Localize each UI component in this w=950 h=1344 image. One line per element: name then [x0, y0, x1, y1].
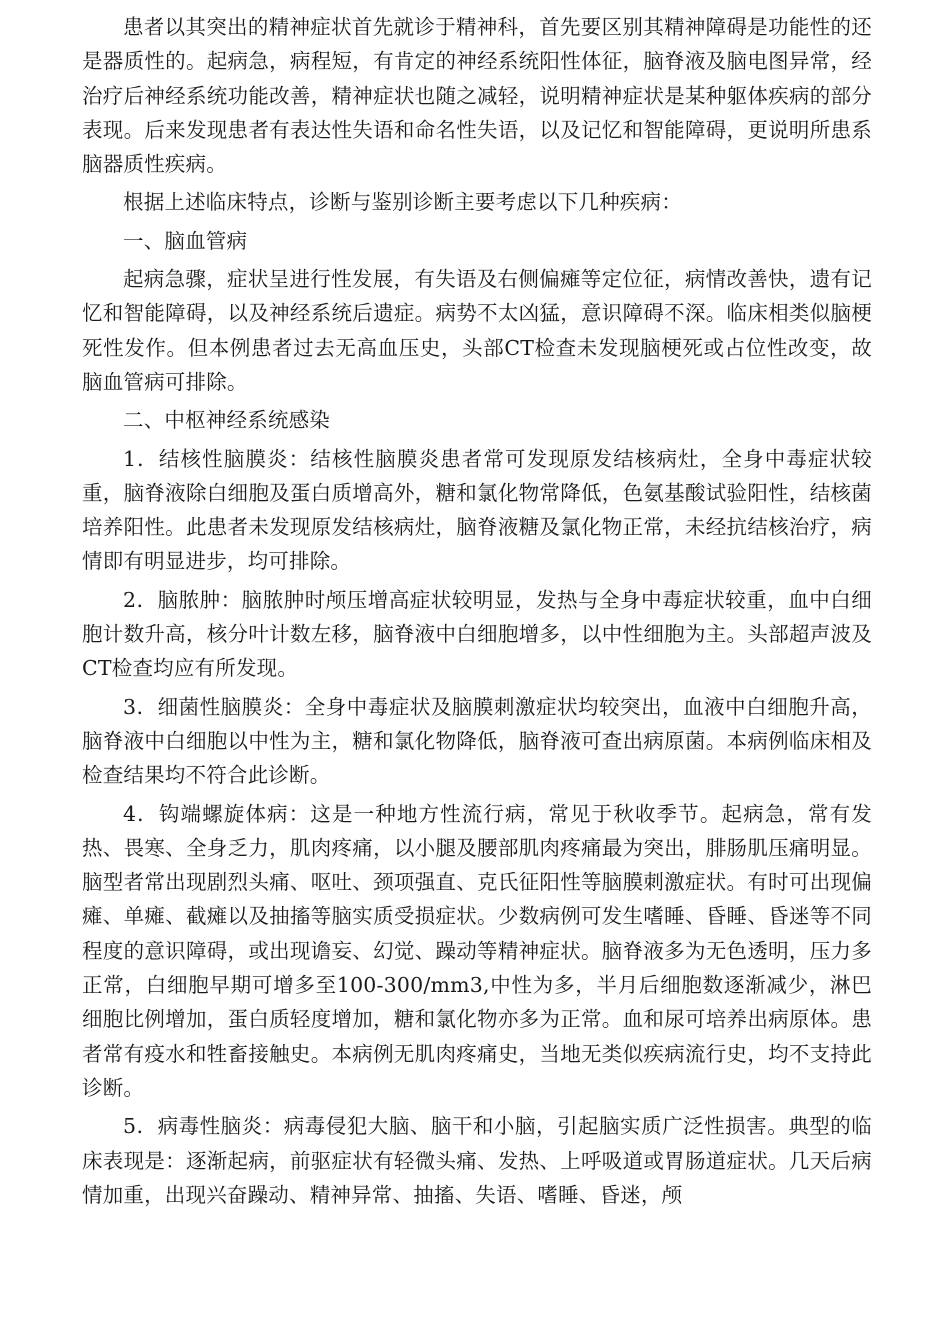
paragraph-bacterial-meningitis: 3．细菌性脑膜炎：全身中毒症状及脑膜刺激症状均较突出，血液中白细胞升高，脑脊液中白细胞以中性为主，糖和氯化物降低，脑脊液可查出病原菌。本病例临床相及检查结果均不符合此诊断。: [82, 694, 872, 788]
document-page: [82, 10, 872, 1216]
paragraph-tuberculous-meningitis: 1．结核性脑膜炎：结核性脑膜炎患者常可发现原发结核病灶，全身中毒症状较重，脑脊液除白细胞及蛋白质增高外，糖和氯化物常降低，色氨基酸试验阳性，结核菌培养阳性。此患者未发现原发结核病灶，脑脊液糖及氯化物正常，未经抗结核治疗，病情即有明显进步，均可排除。: [82, 446, 872, 574]
section-heading-cerebrovascular: 一、脑血管病: [123, 228, 248, 253]
paragraph-brain-abscess: 2．脑脓肿：脑脓肿时颅压增高症状较明显，发热与全身中毒症状较重，血中白细胞计数升高，核分叶计数左移，脑脊液中白细胞增多，以中性细胞为主。头部超声波及CT检查均应有所发现。: [82, 587, 872, 681]
paragraph-intro: 患者以其突出的精神症状首先就诊于精神科，首先要区别其精神障碍是功能性的还是器质性的。起病急，病程短，有肯定的神经系统阳性体征，脑脊液及脑电图异常，经治疗后神经系统功能改善，精神症状也随之减轻，说明精神症状是某种躯体疾病的部分表现。后来发现患者有表达性失语和命名性失语，以及记忆和智能障碍，更说明所患系脑器质性疾病。: [82, 15, 872, 177]
paragraph-viral-encephalitis: 5．病毒性脑炎：病毒侵犯大脑、脑干和小脑，引起脑实质广泛性损害。典型的临床表现是：逐渐起病，前驱症状有轻微头痛、发热、上呼吸道或胃肠道症状。几天后病情加重，出现兴奋躁动、精神异常、抽搐、失语、嗜睡、昏迷，颅: [82, 1114, 872, 1207]
section-heading-cns-infection: 二、中枢神经系统感染: [123, 408, 330, 433]
paragraph-diagnosis-lead: 根据上述临床特点，诊断与鉴别诊断主要考虑以下几种疾病：: [123, 190, 682, 215]
paragraph-cerebrovascular: 起病急骤，症状呈进行性发展，有失语及右侧偏瘫等定位征，病情改善快，遗有记忆和智能障碍，以及神经系统后遗症。病势不太凶猛，意识障碍不深。临床相类似脑梗死性发作。但本例患者过去无高血压史，头部CT检查未发现脑梗死或占位性改变，故脑血管病可排除。: [82, 267, 872, 394]
paragraph-leptospirosis: 4．钩端螺旋体病：这是一种地方性流行病，常见于秋收季节。起病急，常有发热、畏寒、全身乏力，肌肉疼痛，以小腿及腰部肌肉疼痛最为突出，腓肠肌压痛明显。脑型者常出现剧烈头痛、呕吐、颈项强直、克氏征阳性等脑膜刺激症状。有时可出现偏瘫、单瘫、截瘫以及抽搐等脑实质受损症状。少数病例可发生嗜睡、昏睡、昏迷等不同程度的意识障碍，或出现谵妄、幻觉、躁动等精神症状。脑脊液多为无色透明，压力多正常，白细胞早期可增多至100-300/mm3,中性为多，半月后细胞数逐渐减少，淋巴细胞比例增加，蛋白质轻度增加，糖和氯化物亦多为正常。血和尿可培养出病原体。患者常有疫水和牲畜接触史。本病例无肌肉疼痛史，当地无类似疾病流行史，均不支持此诊断。: [82, 801, 872, 1100]
